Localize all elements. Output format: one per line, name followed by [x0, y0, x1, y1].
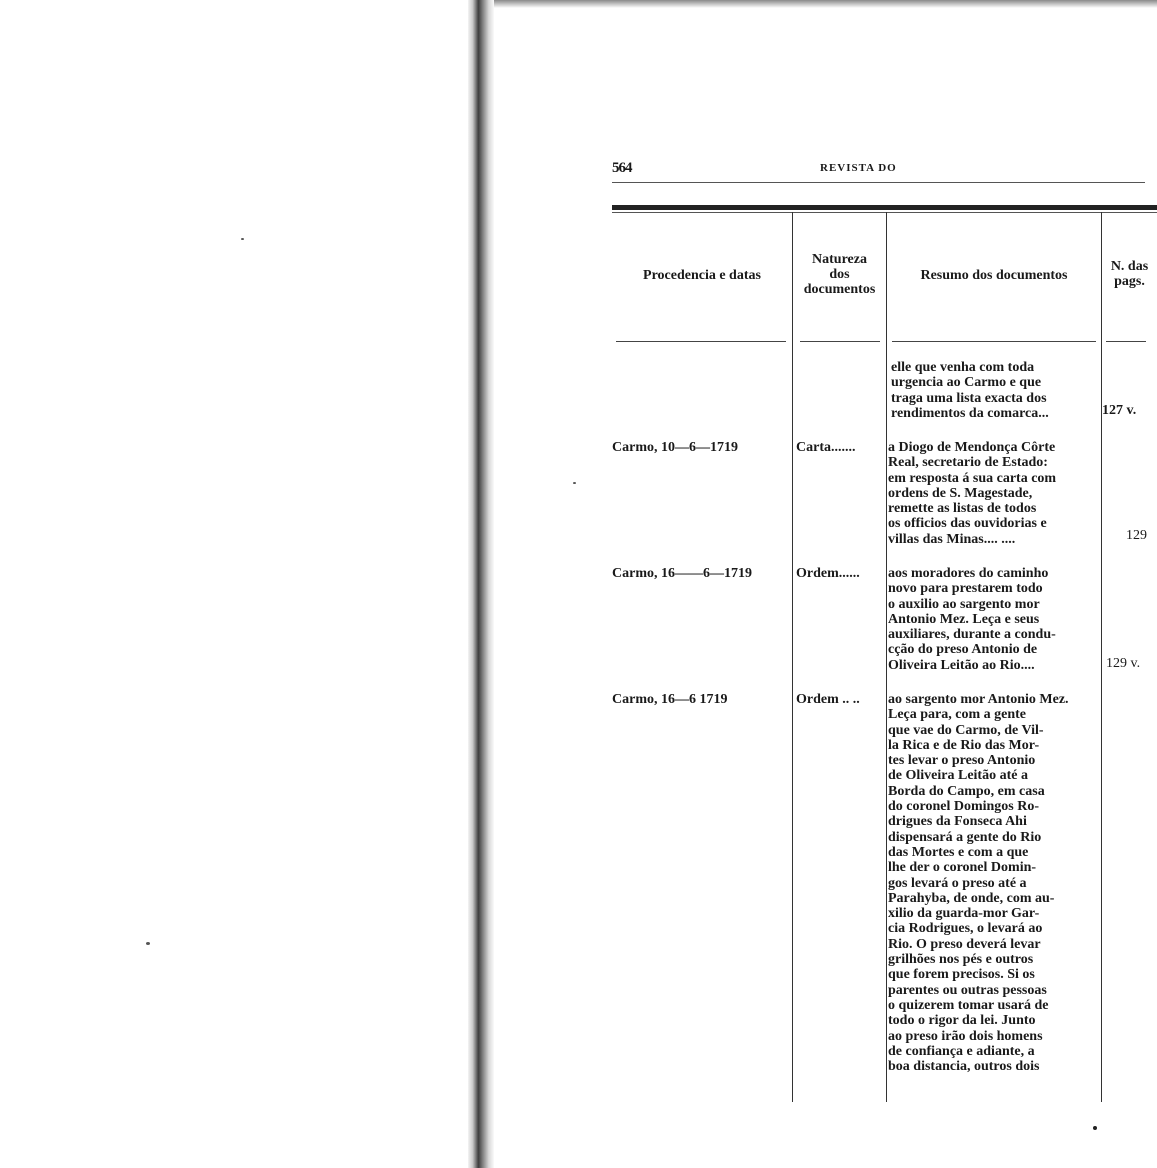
- page-number: 564: [612, 160, 632, 176]
- summary-line: boa distancia, outros dois: [888, 1059, 1040, 1075]
- summary-line: remette as listas de todos: [888, 501, 1037, 517]
- summary-line: villas das Minas.... ....: [888, 531, 1016, 547]
- summary-line: todo o rigor da lei. Junto: [888, 1013, 1036, 1029]
- table-row-summary: [888, 566, 1099, 673]
- summary-line: rendimentos da comarca...: [891, 405, 1049, 421]
- scan-speck: [573, 482, 576, 484]
- column-separator: [1101, 212, 1102, 1102]
- column-header-paginas: [1102, 259, 1157, 289]
- scan-speck: [241, 238, 244, 240]
- scan-speck: [1093, 1126, 1097, 1130]
- table-row-procedencia: Carmo, 16—6 1719: [612, 692, 728, 707]
- table-row-summary: [888, 440, 1099, 547]
- summary-line: novo para prestarem todo: [888, 581, 1043, 597]
- summary-line: Rio. O preso deverá levar: [888, 936, 1041, 952]
- summary-line: que vae do Carmo, de Vil-: [888, 722, 1044, 738]
- header-bottom-rule: [616, 341, 786, 342]
- summary-line: das Mortes e com a que: [888, 844, 1029, 860]
- summary-line: de confiança e adiante, a: [888, 1043, 1035, 1059]
- header-bottom-rule: [1106, 341, 1146, 342]
- table-row-summary: [891, 360, 1099, 421]
- scan-speck: [146, 942, 150, 945]
- column-header-natureza-line: documentos: [803, 282, 876, 297]
- table-top-rule-inner: [612, 212, 1157, 213]
- summary-line: lhe der o coronel Domin-: [888, 860, 1037, 876]
- summary-line: a Diogo de Mendonça Côrte: [888, 440, 1056, 455]
- header-bottom-rule: [800, 341, 880, 342]
- column-header-natureza: [793, 252, 886, 297]
- summary-line: em resposta á sua carta com: [888, 470, 1057, 486]
- summary-line: o quizerem tomar usará de: [888, 997, 1049, 1013]
- summary-line: la Rica e de Rio das Mor-: [888, 737, 1040, 753]
- header-bottom-rule: [892, 341, 1096, 342]
- summary-line: tes levar o preso Antonio: [888, 753, 1036, 769]
- column-header-natureza-line: Natureza: [812, 252, 867, 267]
- column-header-paginas-line: N. das: [1110, 259, 1149, 274]
- summary-line: Antonio Mez. Leça e seus: [888, 611, 1040, 627]
- summary-line: de Oliveira Leitão até a: [888, 768, 1028, 784]
- table-row-natureza: Ordem .. ..: [796, 692, 860, 707]
- summary-line: drigues da Fonseca Ahi: [888, 814, 1027, 830]
- column-separator: [886, 212, 887, 1102]
- summary-line: Real, secretario de Estado:: [888, 455, 1048, 471]
- running-title: REVISTA DO: [820, 162, 897, 174]
- summary-line: Leça para, com a gente: [888, 707, 1027, 723]
- table-row-natureza: Carta.......: [796, 440, 856, 455]
- summary-line: dispensará a gente do Rio: [888, 829, 1042, 845]
- summary-line: cção do preso Antonio de: [888, 642, 1038, 658]
- summary-line: Borda do Campo, em casa: [888, 783, 1045, 799]
- column-header-natureza-line: dos: [829, 267, 850, 282]
- table-row-natureza: Ordem......: [796, 566, 860, 581]
- column-separator: [792, 212, 793, 1102]
- column-header-paginas-line: pags.: [1114, 274, 1145, 289]
- summary-line: Parahyba, de onde, com au-: [888, 890, 1055, 906]
- summary-line: gos levará o preso até a: [888, 875, 1027, 891]
- summary-line: urgencia ao Carmo e que: [891, 375, 1042, 391]
- table-row-page: 127 v.: [1102, 403, 1137, 418]
- table-top-rule: [612, 205, 1157, 210]
- page-top-shadow: [468, 0, 1157, 8]
- table-row-page: 129: [1126, 528, 1147, 543]
- summary-line: parentes ou outras pessoas: [888, 982, 1047, 998]
- summary-line: os officios das ouvidorias e: [888, 516, 1047, 532]
- summary-line: traga uma lista exacta dos: [891, 390, 1047, 406]
- column-header-resumo: Resumo dos documentos: [920, 268, 1068, 283]
- summary-line: elle que venha com toda: [891, 360, 1035, 375]
- book-gutter: [468, 0, 494, 1168]
- header-rule: [612, 182, 1145, 183]
- table-row-summary: [888, 692, 1099, 1074]
- running-header: [612, 160, 1145, 182]
- table-row-procedencia: Carmo, 16——6—1719: [612, 566, 752, 581]
- summary-line: ao preso irão dois homens: [888, 1028, 1043, 1044]
- summary-line: que forem precisos. Si os: [888, 967, 1035, 983]
- summary-line: aos moradores do caminho: [888, 566, 1049, 581]
- summary-line: xilio da guarda-mor Gar-: [888, 906, 1040, 922]
- summary-line: ao sargento mor Antonio Mez.: [888, 692, 1069, 707]
- column-header-procedencia: Procedencia e datas: [643, 268, 761, 283]
- summary-line: cia Rodrigues, o levará ao: [888, 921, 1043, 937]
- summary-line: grilhões nos pés e outros: [888, 952, 1034, 968]
- summary-line: ordens de S. Magestade,: [888, 485, 1033, 501]
- summary-line: o auxilio ao sargento mor: [888, 596, 1040, 612]
- table-row-procedencia: Carmo, 10—6—1719: [612, 440, 738, 455]
- table-row-page: 129 v.: [1106, 656, 1141, 671]
- summary-line: auxiliares, durante a condu-: [888, 627, 1056, 643]
- summary-line: do coronel Domingos Ro-: [888, 799, 1040, 815]
- summary-line: Oliveira Leitão ao Rio....: [888, 657, 1035, 673]
